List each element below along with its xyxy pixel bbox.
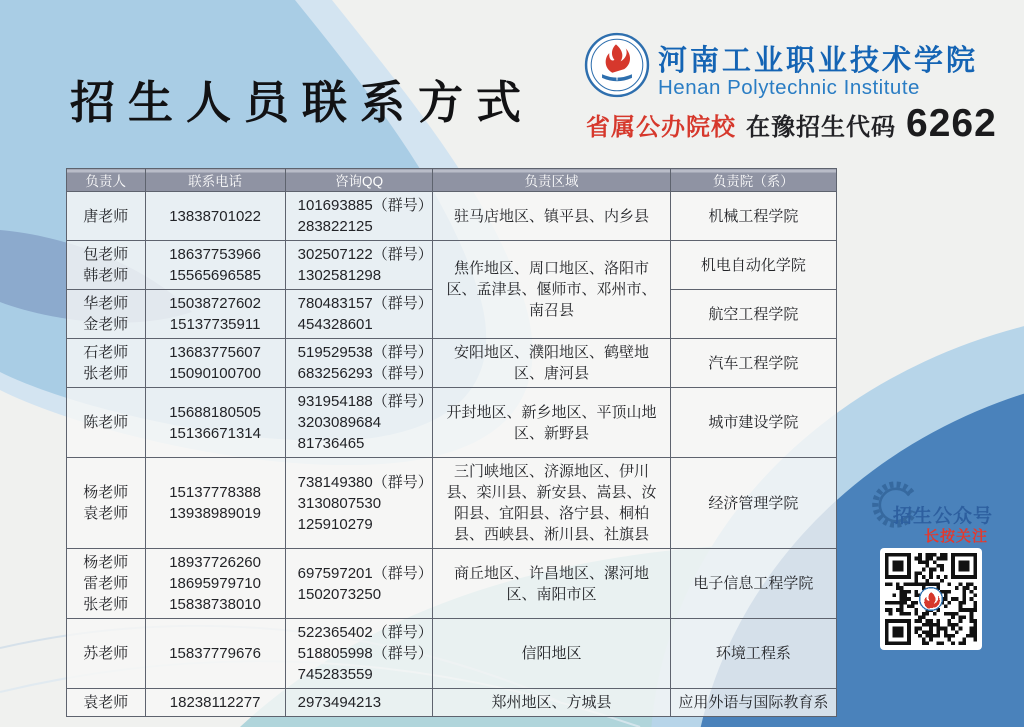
cell-teachers: 杨老师 雷老师 张老师 [67, 549, 146, 619]
column-header: 负责院（系） [670, 169, 836, 192]
cell-teachers: 杨老师 袁老师 [67, 458, 146, 549]
cell-teachers: 包老师 韩老师 [67, 241, 146, 290]
column-header: 咨询QQ [285, 169, 433, 192]
cell-department: 环境工程系 [670, 619, 836, 689]
cell-qq: 931954188（群号） 3203089684 81736465 [285, 388, 433, 458]
admission-code-label: 在豫招生代码 [746, 113, 896, 141]
school-brand [582, 30, 997, 145]
column-header: 负责区域 [433, 169, 670, 192]
cell-phones: 15837779676 [145, 619, 285, 689]
cell-region: 郑州地区、方城县 [433, 689, 670, 717]
cell-region: 商丘地区、许昌地区、漯河地区、南阳市区 [433, 549, 670, 619]
qr-panel [860, 476, 1016, 672]
table-row [67, 192, 837, 241]
cell-phones: 13683775607 15090100700 [145, 339, 285, 388]
cell-qq: 697597201（群号） 1502073250 [285, 549, 433, 619]
school-name-zh: 河南工业职业技术学院 [658, 45, 979, 77]
qr-panel-title: 招生公众号 [893, 506, 994, 527]
table-row [67, 458, 837, 549]
cell-department: 应用外语与国际教育系 [670, 689, 836, 717]
cell-phones: 15137778388 13938989019 [145, 458, 285, 549]
school-name-en: Henan Polytechnic Institute [658, 76, 920, 99]
public-school-label: 省属公办院校 [586, 113, 736, 141]
qr-code-pattern [885, 553, 977, 645]
table-row [67, 339, 837, 388]
qr-panel-subtitle: 长按关注 [924, 528, 989, 545]
cell-region: 三门峡地区、济源地区、伊川县、栾川县、新安县、嵩县、汝阳县、宜阳县、洛宁县、桐柏县、西峡县、淅川县、社旗县 [433, 458, 670, 549]
cell-department: 机电自动化学院 [670, 241, 836, 290]
cell-teachers: 苏老师 [67, 619, 146, 689]
cell-department: 经济管理学院 [670, 458, 836, 549]
admission-code-value: 6262 [906, 102, 997, 145]
contact-table [66, 168, 837, 717]
cell-qq: 101693885（群号） 283822125 [285, 192, 433, 241]
contact-table-body [67, 192, 837, 717]
cell-teachers: 陈老师 [67, 388, 146, 458]
cell-region: 安阳地区、濮阳地区、鹤壁地区、唐河县 [433, 339, 670, 388]
table-row [67, 689, 837, 717]
cell-department: 城市建设学院 [670, 388, 836, 458]
cell-qq: 519529538（群号） 683256293（群号） [285, 339, 433, 388]
column-header: 负责人 [67, 169, 146, 192]
cell-phones: 18937726260 18695979710 15838738010 [145, 549, 285, 619]
cell-department: 汽车工程学院 [670, 339, 836, 388]
cell-region: 驻马店地区、镇平县、内乡县 [433, 192, 670, 241]
cell-teachers: 石老师 张老师 [67, 339, 146, 388]
cell-department: 航空工程学院 [670, 290, 836, 339]
cell-qq: 2973494213 [285, 689, 433, 717]
school-emblem-flame-book-icon [584, 32, 650, 98]
cell-phones: 15038727602 15137735911 [145, 290, 285, 339]
cell-qq: 302507122（群号） 1302581298 [285, 241, 433, 290]
page-title: 招生人员联系方式 [70, 77, 535, 128]
cell-teachers: 华老师 金老师 [67, 290, 146, 339]
cell-qq: 738149380（群号） 3130807530 125910279 [285, 458, 433, 549]
cell-teachers: 袁老师 [67, 689, 146, 717]
admission-code-line [586, 102, 997, 145]
header-row [67, 169, 837, 192]
table-row [67, 619, 837, 689]
cell-department: 电子信息工程学院 [670, 549, 836, 619]
cell-department: 机械工程学院 [670, 192, 836, 241]
qr-code [880, 548, 982, 650]
cell-region: 焦作地区、周口地区、洛阳市区、孟津县、偃师市、邓州市、南召县 [433, 241, 670, 339]
table-row [67, 549, 837, 619]
cell-region: 信阳地区 [433, 619, 670, 689]
table-row [67, 388, 837, 458]
contact-table-header [67, 169, 837, 192]
cell-region: 开封地区、新乡地区、平顶山地区、新野县 [433, 388, 670, 458]
cell-phones: 18637753966 15565696585 [145, 241, 285, 290]
cell-teachers: 唐老师 [67, 192, 146, 241]
cell-qq: 522365402（群号） 518805998（群号） 745283559 [285, 619, 433, 689]
table-row [67, 241, 837, 290]
column-header: 联系电话 [145, 169, 285, 192]
cell-phones: 18238112277 [145, 689, 285, 717]
cell-phones: 13838701022 [145, 192, 285, 241]
cell-phones: 15688180505 15136671314 [145, 388, 285, 458]
cell-qq: 780483157（群号） 454328601 [285, 290, 433, 339]
